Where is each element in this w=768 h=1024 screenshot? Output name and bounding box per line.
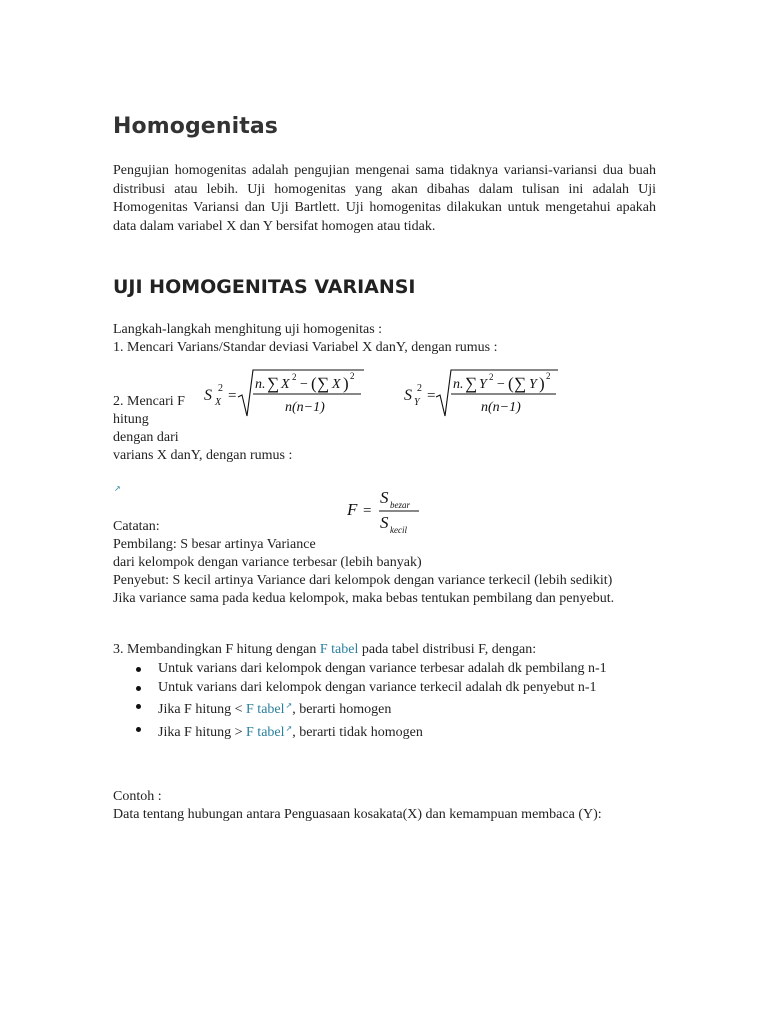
formula-sx-x: X <box>281 377 290 392</box>
formula-f <box>343 486 433 536</box>
formula-sy-den: n(n−1) <box>481 400 521 415</box>
page-title: Homogenitas <box>113 114 278 139</box>
formula-sx-sum2: ∑ <box>317 374 330 393</box>
list-item-text: Untuk varians dari kelompok dengan variance terbesar adalah dk pembilang n-1 <box>158 661 607 676</box>
list-item-text: , berarti homogen <box>292 702 392 717</box>
svg-text:(: ( <box>508 374 514 393</box>
formula-sx-px: X <box>332 377 341 392</box>
formula-sy-sum1: ∑ <box>465 374 478 393</box>
formula-sy <box>398 366 563 422</box>
criteria-list <box>113 660 607 742</box>
formula-sy-p-sup: 2 <box>546 371 551 381</box>
formula-sy-y-sup: 2 <box>489 372 494 382</box>
f-tabel-link[interactable]: F tabel <box>246 724 285 740</box>
list-item <box>158 679 607 698</box>
formula-sx-sup: 2 <box>218 383 223 394</box>
formula-sy-py: Y <box>529 377 537 392</box>
bullet-icon <box>136 704 141 709</box>
formula-f-eq: = <box>363 503 372 519</box>
formula-f-num: S <box>380 488 389 507</box>
step-2-line-4: varians X danY, dengan rumus : <box>113 448 293 463</box>
formula-sy-y: Y <box>479 377 487 392</box>
formula-sx-lhs: S <box>204 387 212 404</box>
list-item-text: Jika F hitung < <box>158 702 247 717</box>
svg-text:): ) <box>539 374 545 393</box>
bullet-icon <box>136 667 141 672</box>
step-2-line-1: 2. Mencari F <box>113 394 185 409</box>
formula-f-lhs: F <box>347 500 358 519</box>
formula-sx-x-sup: 2 <box>292 372 297 382</box>
list-item-text: Untuk varians dari kelompok dengan variance terkecil adalah dk penyebut n-1 <box>158 679 597 695</box>
catatan-line-3: Penyebut: S kecil artinya Variance dari kelompok dengan variance terkecil (lebih sedikit) <box>113 573 613 588</box>
step-3-before: 3. Membandingkan F hitung dengan <box>113 642 320 657</box>
list-item <box>158 720 607 743</box>
formula-sy-sup: 2 <box>417 383 422 394</box>
list-item-text: Jika F hitung > <box>158 724 247 740</box>
list-item-text: , berarti tidak homogen <box>292 724 423 740</box>
bullet-icon <box>136 727 141 732</box>
formula-f-den: S <box>380 513 389 532</box>
formula-sx-minus: − <box>300 377 308 392</box>
step-3-text <box>113 641 536 659</box>
f-tabel-link[interactable]: F tabel <box>319 642 359 657</box>
external-link-icon[interactable]: ↗ <box>285 723 293 733</box>
formula-sy-minus: − <box>497 377 505 392</box>
formula-sy-eq: = <box>427 388 436 404</box>
bullet-icon <box>136 686 141 691</box>
formula-sx-n: n. <box>255 377 266 392</box>
contoh-line: Data tentang hubungan antara Penguasaan kosakata(X) dan kemampuan membaca (Y): <box>113 807 602 822</box>
formula-sx-eq: = <box>228 388 237 404</box>
steps-intro: Langkah-langkah menghitung uji homogenitas : <box>113 322 383 337</box>
catatan-line-4: Jika variance sama pada kedua kelompok, maka bebas tentukan pembilang dan penyebut. <box>113 591 615 606</box>
f-tabel-link[interactable]: F tabel <box>246 702 285 717</box>
external-link-icon[interactable]: ↗ <box>114 484 121 493</box>
formula-sy-lhs: S <box>404 387 412 404</box>
formula-f-den-sub: kecil <box>390 525 407 535</box>
catatan-line-2: dari kelompok dengan variance terbesar (lebih banyak) <box>113 555 422 570</box>
intro-paragraph: Pengujian homogenitas adalah pengujian mengenai sama tidaknya variansi-variansi dua buah distribusi atau lebih. Uji homogenitas yang akan dibahas dalam tulisan ini adalah Uji Homogenitas Variansi dan Uji Bartlett. Uji homogenitas dilakukan untuk mengetahui apakah data dalam variabel X dan Y bersifat homogen atau tidak. <box>113 163 656 234</box>
formula-sx-sub: X <box>215 397 222 408</box>
step-3-after: pada tabel distribusi F, dengan: <box>358 642 537 657</box>
catatan-line-1: Pembilang: S besar artinya Variance <box>113 537 316 552</box>
external-link-icon[interactable]: ↗ <box>285 701 293 710</box>
formula-sy-sub: Y <box>414 397 420 408</box>
list-item <box>158 660 607 679</box>
step-2-line-3: dengan dari <box>113 430 179 445</box>
section-title: UJI HOMOGENITAS VARIANSI <box>113 276 416 298</box>
catatan-label: Catatan: <box>113 519 160 534</box>
svg-text:): ) <box>343 374 349 393</box>
formula-sx-sum1: ∑ <box>267 374 280 393</box>
step-1-text: 1. Mencari Varians/Standar deviasi Variabel X danY, dengan rumus : <box>113 340 498 355</box>
formula-sx-den: n(n−1) <box>285 400 325 415</box>
formula-sx <box>198 366 368 422</box>
svg-text:(: ( <box>311 374 317 393</box>
step-2-line-2: hitung <box>113 412 149 427</box>
formula-f-num-sub: bezar <box>390 500 410 510</box>
formula-sy-n: n. <box>453 377 464 392</box>
contoh-label: Contoh : <box>113 789 162 804</box>
list-item <box>158 697 607 720</box>
formula-sy-sum2: ∑ <box>514 374 527 393</box>
formula-sx-p-sup: 2 <box>350 371 355 381</box>
